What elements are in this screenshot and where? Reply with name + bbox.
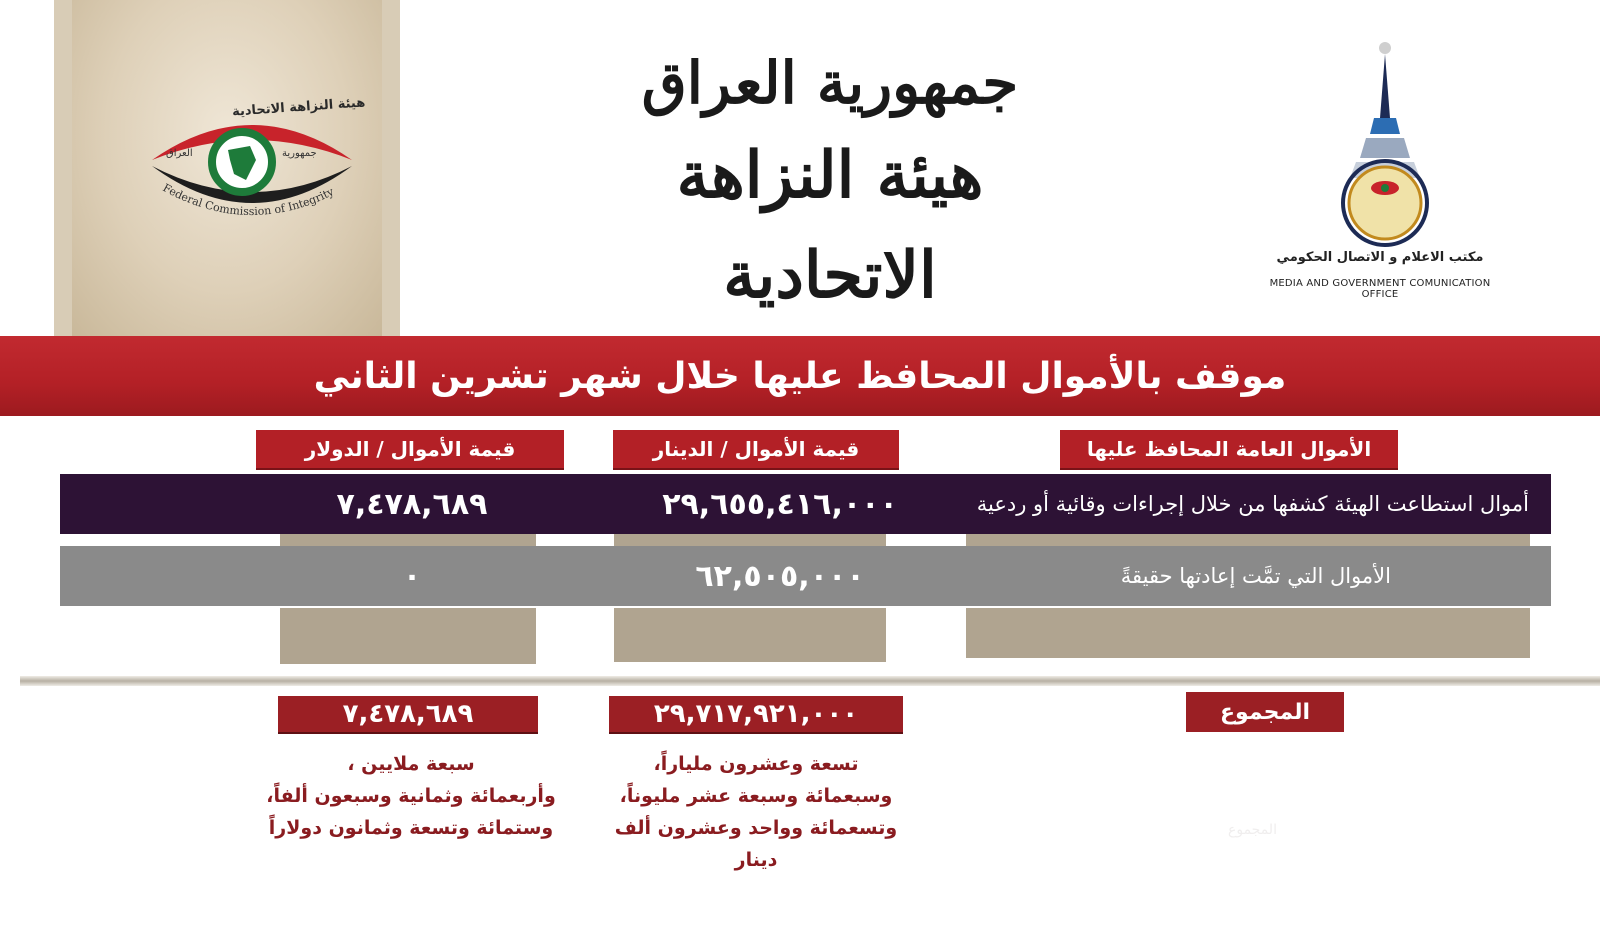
words-line: وسبعمائة وسبعة عشر مليوناً، <box>619 785 893 807</box>
words-line: تسعة وعشرون ملياراً، <box>653 753 859 775</box>
total-usd-in-words <box>266 748 556 844</box>
table-row <box>60 474 1551 534</box>
column-header-category: الأموال العامة المحافظ عليها <box>1060 430 1398 468</box>
words-line: وستمائة وتسعة وثمانون دولاراً <box>268 817 554 839</box>
row-value-usd: ٧,٤٧٨,٦٨٩ <box>336 486 488 522</box>
integrity-logo-arabic-text: هيئة النزاهة الاتحادية <box>231 95 366 120</box>
spacer-block <box>280 608 536 664</box>
media-office-english-name: MEDIA AND GOVERNMENT COMUNICATION OFFICE <box>1269 278 1491 300</box>
commission-title: هيئة النزاهة الاتحادية <box>676 138 984 313</box>
words-line: وتسعمائة وواحد وعشرون ألف دينار <box>614 817 898 871</box>
row-value-iqd: ٦٢,٥٠٥,٠٠٠ <box>695 558 865 594</box>
total-iqd-in-words <box>598 748 914 876</box>
row-value-iqd: ٢٩,٦٥٥,٤١٦,٠٠٠ <box>662 486 898 522</box>
words-line: وأربعمائة وثمانية وسبعون ألفاً، <box>266 785 556 807</box>
spacer-block <box>966 608 1530 658</box>
media-office-arabic-name: مكتب الاعلام و الاتصال الحكومي <box>1276 250 1484 265</box>
banner-title: موقف بالأموال المحافظ عليها خلال شهر تشرين الثاني <box>313 355 1287 397</box>
republic-of-iraq-title: جمهورية العراق <box>641 49 1019 117</box>
svg-text:جمهورية: جمهورية <box>282 148 317 159</box>
row-category: الأموال التي تمَّت إعادتها حقيقةً <box>1120 564 1391 588</box>
row-value-usd: ٠ <box>402 558 422 594</box>
table-row <box>60 546 1551 606</box>
total-label: المجموع <box>1186 692 1344 732</box>
faded-total-label: المجموع <box>1228 822 1277 838</box>
spacer-block <box>614 534 886 546</box>
title-banner <box>0 336 1600 416</box>
media-office-tower-icon <box>1330 38 1440 248</box>
row-category: أموال استطاعت الهيئة كشفها من خلال إجراءات وقائية أو ردعية <box>976 492 1529 516</box>
header-title <box>600 40 1060 326</box>
spacer-block <box>966 534 1530 546</box>
spacer-block <box>614 608 886 662</box>
total-usd: ٧,٤٧٨,٦٨٩ <box>278 696 538 732</box>
words-line: سبعة ملايين ، <box>347 753 475 775</box>
column-header-usd: قيمة الأموال / الدولار <box>256 430 564 468</box>
integrity-logo-panel <box>54 0 400 336</box>
svg-text:Federal Commission of Integrit: Federal Commission of Integrity <box>160 181 336 219</box>
spacer-block <box>280 534 536 546</box>
total-iqd: ٢٩,٧١٧,٩٢١,٠٠٠ <box>609 696 903 732</box>
svg-text:العراق: العراق <box>166 148 193 159</box>
column-header-iqd: قيمة الأموال / الدينار <box>613 430 899 468</box>
section-divider <box>20 676 1600 686</box>
